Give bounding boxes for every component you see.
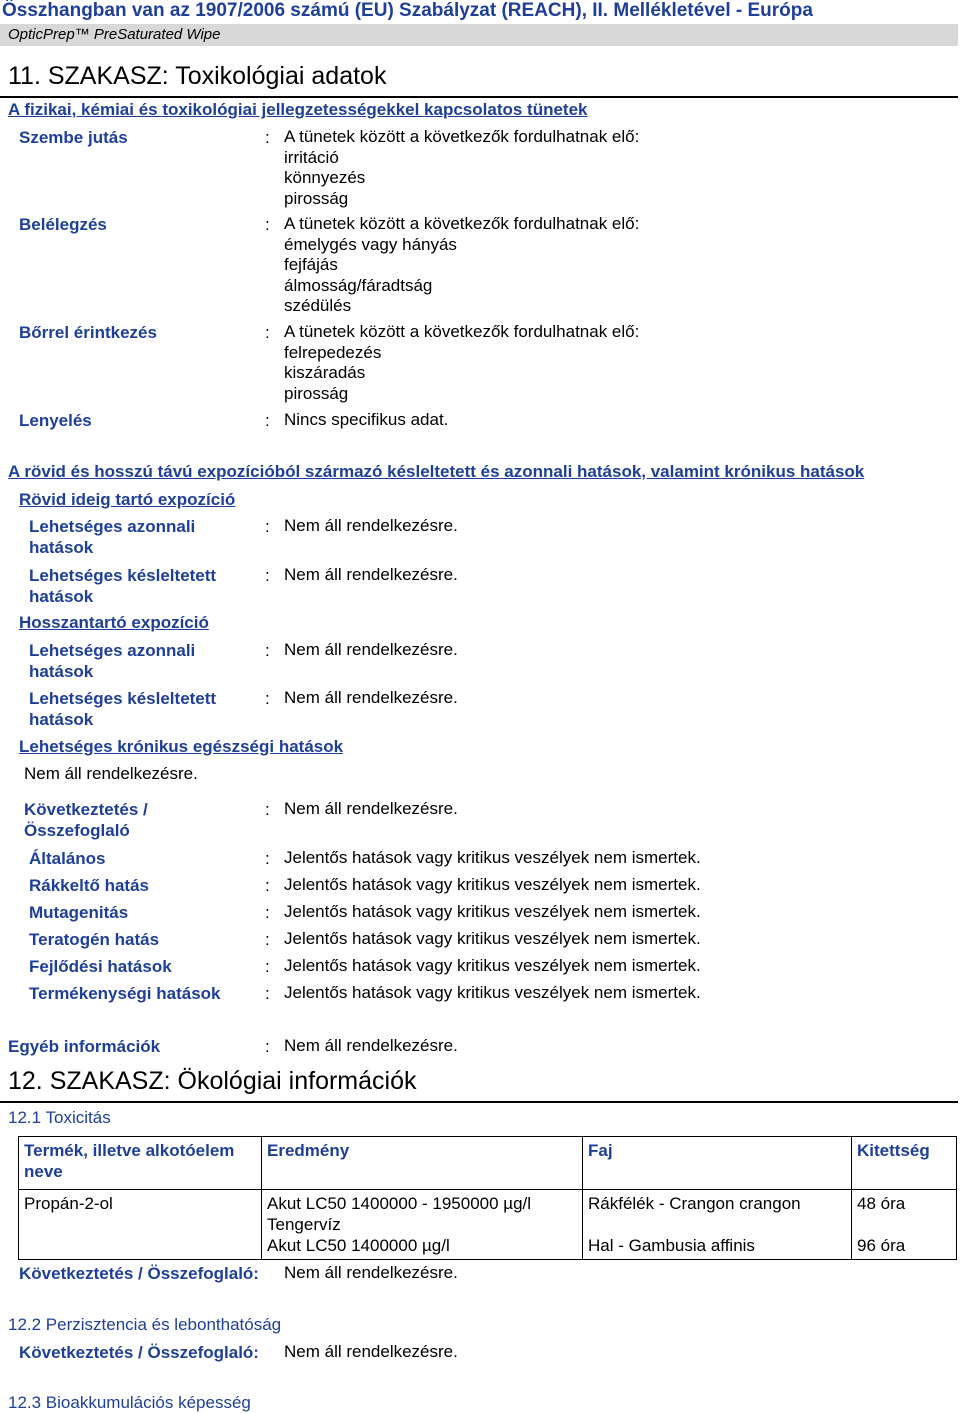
symptom-value-skin: A tünetek között a következők fordulhatnak elő: felrepedezés kiszáradás pirosság — [284, 322, 640, 403]
colon: : — [265, 689, 270, 708]
hazard-value-mutagenicity: Jelentős hatások vagy kritikus veszélyek nem ismertek. — [284, 902, 701, 921]
symptom-value-inhalation: A tünetek között a következők fordulhatnak elő: émelygés vagy hányás fejfájás álmosság/fáradtság szédülés — [284, 214, 640, 315]
symptom-label-ingestion: Lenyelés — [19, 411, 92, 430]
symptoms-heading: A fizikai, kémiai és toxikológiai jellegzetességekkel kapcsolatos tünetek — [8, 100, 588, 119]
column-header: Eredmény — [262, 1137, 583, 1190]
short-term-delayed-label: Lehetséges késleltetett hatások — [29, 566, 217, 606]
short-term-immediate-value: Nem áll rendelkezésre. — [284, 516, 458, 535]
effects-heading: A rövid és hosszú távú expozícióból származó késleltetett és azonnali hatások, valamint krónikus hatások — [8, 462, 865, 481]
chronic-value: Nem áll rendelkezésre. — [24, 764, 198, 783]
short-term-heading: Rövid ideig tartó expozíció — [19, 490, 236, 509]
hazard-value-developmental: Jelentős hatások vagy kritikus veszélyek nem ismertek. — [284, 956, 701, 975]
exposure-cell: 48 óra 96 óra — [852, 1190, 957, 1260]
chronic-heading: Lehetséges krónikus egészségi hatások — [19, 737, 344, 756]
long-term-immediate-label: Lehetséges azonnali hatások — [29, 641, 196, 681]
colon: : — [265, 641, 270, 660]
hazard-label-carcinogenicity: Rákkeltő hatás — [29, 876, 149, 895]
colon: : — [265, 800, 270, 819]
substance-name: Propán-2-ol — [19, 1190, 262, 1260]
hazard-label-developmental: Fejlődési hatások — [29, 957, 172, 976]
long-term-delayed-label: Lehetséges késleltetett hatások — [29, 689, 217, 729]
document-header-title: Összhangban van az 1907/2006 számú (EU) Szabályzat (REACH), II. Mellékletével - Európa — [2, 0, 813, 21]
colon: : — [265, 323, 270, 342]
toxicity-table — [18, 1136, 957, 1260]
section-11-divider — [0, 96, 958, 98]
colon: : — [265, 411, 270, 430]
hazard-value-teratogenicity: Jelentős hatások vagy kritikus veszélyek nem ismertek. — [284, 929, 701, 948]
symptom-label-skin: Bőrrel érintkezés — [19, 323, 157, 342]
colon: : — [265, 128, 270, 147]
column-header: Kitettség — [852, 1137, 957, 1190]
colon: : — [265, 517, 270, 536]
toxicity-conclusion-label: Következtetés / Összefoglaló: — [19, 1264, 259, 1283]
colon: : — [265, 849, 270, 868]
persistence-heading: 12.2 Perzisztencia és lebonthatóság — [8, 1315, 282, 1334]
table-header-row — [19, 1137, 957, 1190]
colon: : — [265, 566, 270, 585]
other-info-value: Nem áll rendelkezésre. — [284, 1036, 458, 1055]
hazard-value-fertility: Jelentős hatások vagy kritikus veszélyek nem ismertek. — [284, 983, 701, 1002]
symptom-value-ingestion: Nincs specifikus adat. — [284, 410, 449, 429]
bioaccumulation-heading: 12.3 Bioakkumulációs képesség — [8, 1393, 251, 1412]
toxicity-heading: 12.1 Toxicitás — [8, 1108, 111, 1127]
conclusion-label: Következtetés / Összefoglaló — [24, 800, 148, 840]
toxicity-conclusion-value: Nem áll rendelkezésre. — [284, 1263, 458, 1282]
hazard-label-general: Általános — [29, 849, 106, 868]
result-cell: Akut LC50 1400000 - 1950000 µg/l Tengervíz Akut LC50 1400000 µg/l — [262, 1190, 583, 1260]
short-term-delayed-value: Nem áll rendelkezésre. — [284, 565, 458, 584]
colon: : — [265, 957, 270, 976]
colon: : — [265, 215, 270, 234]
hazard-value-general: Jelentős hatások vagy kritikus veszélyek nem ismertek. — [284, 848, 701, 867]
section-12-title: 12. SZAKASZ: Ökológiai információk — [8, 1067, 417, 1095]
hazard-label-fertility: Termékenységi hatások — [29, 984, 221, 1003]
long-term-heading: Hosszantartó expozíció — [19, 613, 209, 632]
long-term-immediate-value: Nem áll rendelkezésre. — [284, 640, 458, 659]
product-name-bar: OpticPrep™ PreSaturated Wipe — [0, 24, 958, 46]
symptom-label-inhalation: Belélegzés — [19, 215, 107, 234]
colon: : — [265, 876, 270, 895]
symptom-label-eye: Szembe jutás — [19, 128, 128, 147]
colon: : — [265, 984, 270, 1003]
species-cell: Rákfélék - Crangon crangon Hal - Gambusia affinis — [583, 1190, 852, 1260]
section-11-title: 11. SZAKASZ: Toxikológiai adatok — [8, 62, 387, 90]
hazard-label-teratogenicity: Teratogén hatás — [29, 930, 160, 949]
hazard-value-carcinogenicity: Jelentős hatások vagy kritikus veszélyek nem ismertek. — [284, 875, 701, 894]
colon: : — [265, 930, 270, 949]
conclusion-value: Nem áll rendelkezésre. — [284, 799, 458, 818]
colon: : — [265, 903, 270, 922]
section-12-divider — [0, 1101, 958, 1103]
hazard-label-mutagenicity: Mutagenitás — [29, 903, 129, 922]
colon: : — [265, 1037, 270, 1056]
column-header: Termék, illetve alkotóelem neve — [19, 1137, 262, 1190]
table-row — [19, 1190, 957, 1260]
other-info-label: Egyéb információk — [8, 1037, 161, 1056]
persistence-conclusion-value: Nem áll rendelkezésre. — [284, 1342, 458, 1361]
persistence-conclusion-label: Következtetés / Összefoglaló: — [19, 1343, 259, 1362]
symptom-value-eye: A tünetek között a következők fordulhatnak elő: irritáció könnyezés pirosság — [284, 127, 640, 208]
column-header: Faj — [583, 1137, 852, 1190]
short-term-immediate-label: Lehetséges azonnali hatások — [29, 517, 196, 557]
long-term-delayed-value: Nem áll rendelkezésre. — [284, 688, 458, 707]
